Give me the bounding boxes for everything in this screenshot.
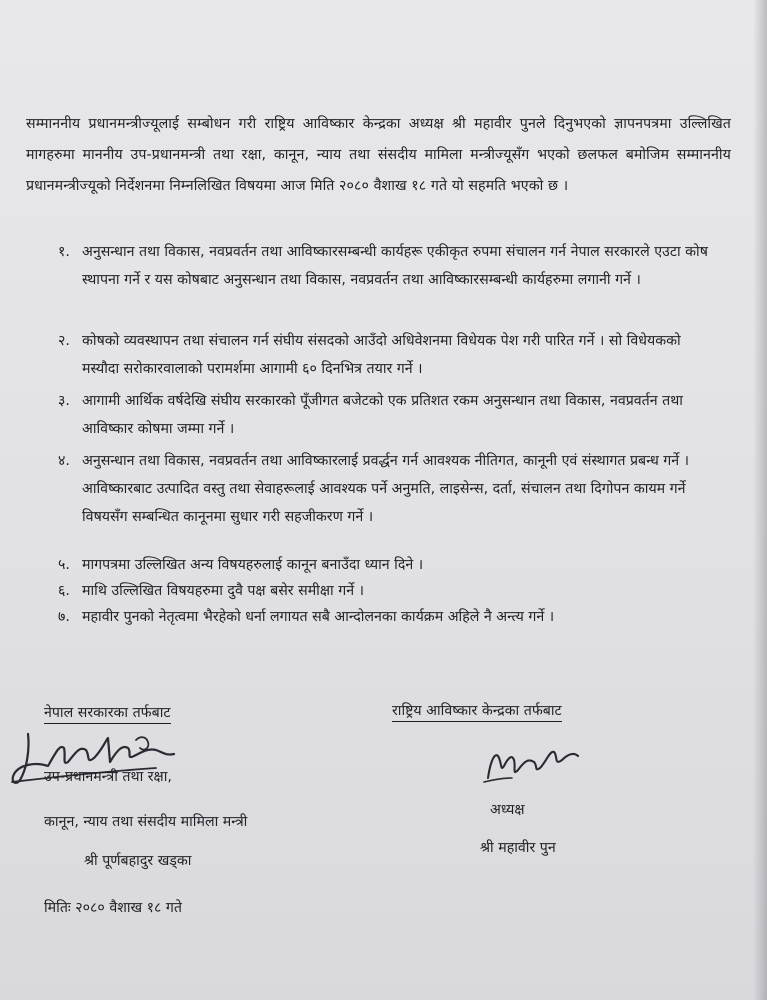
list-item-text: माथि उल्लिखित विषयहरुमा दुवै पक्ष बसेर समीक्षा गर्ने । (82, 583, 364, 599)
list-item-number: ५. (58, 557, 70, 573)
list-item-text: कोषको व्यवस्थापन तथा संचालन गर्न संघीय संसदको आउँदो अधिवेशनमा विधेयक पेश गरी पारित गर्ने । सो विधेयकको मस्यौदा सरोकारवालाको परामर्शमा आगामी ६० दिनभित्र तयार गर्ने । (82, 333, 681, 377)
list-item-number: ३. (58, 393, 70, 409)
left-title-line1: उप-प्रधानमन्त्री तथा रक्षा, (44, 769, 172, 785)
list-item-text: मागपत्रमा उल्लिखित अन्य विषयहरुलाई कानून बनाउँदा ध्यान दिने । (82, 557, 424, 573)
list-item-number: ४. (58, 453, 70, 469)
right-party-heading: राष्ट्रिय आविष्कार केन्द्रका तर्फबाट (392, 701, 562, 722)
left-title-line2: कानून, न्याय तथा संसदीय मामिला मन्त्री (44, 814, 248, 830)
list-item-number: ६. (58, 583, 70, 599)
right-signatory-name: श्री महावीर पुन (480, 840, 556, 856)
left-party-heading: नेपाल सरकारका तर्फबाट (44, 703, 171, 724)
right-signatory-title: अध्यक्ष (490, 802, 525, 818)
date-line: मितिः २०८० वैशाख १८ गते (44, 900, 182, 916)
list-item-text: अनुसन्धान तथा विकास, नवप्रवर्तन तथा आविष्कारसम्बन्धी कार्यहरू एकीकृत रुपमा संचालन गर्न नेपाल सरकारले एउटा कोष स्थापना गर्ने र यस कोषबाट अनुसन्धान तथा विकास, नवप्रवर्तन तथा आविष्कारसम्बन्धी कार्यहरुमा लगानी गर्ने । (82, 244, 708, 288)
list-item-number: ७. (58, 609, 70, 625)
list-item-text: महावीर पुनको नेतृत्वमा भैरहेको धर्ना लगायत सबै आन्दोलनका कार्यक्रम अहिले नै अन्त्य गर्ने । (82, 609, 555, 625)
intro-paragraph: सम्माननीय प्रधानमन्त्रीज्यूलाई सम्बोधन गरी राष्ट्रिय आविष्कार केन्द्रका अध्यक्ष श्री महावीर पुनले दिनुभएको ज्ञापनपत्रमा उल्लिखित मागहरुमा माननीय उप-प्रधानमन्त्री तथा रक्षा, कानून, न्याय तथा संसदीय मामिला मन्त्रीज्यूसँग भएको छलफल बमोजिम सम्माननीय प्रधानमन्त्रीज्यूको निर्देशनमा निम्नलिखित विषयमा आज मिति २०८० वैशाख १८ गते यो सहमति भएको छ । (26, 116, 731, 195)
list-item-text: अनुसन्धान तथा विकास, नवप्रवर्तन तथा आविष्कारलाई प्रवर्द्धन गर्न आवश्यक नीतिगत, कानूनी एवं संस्थागत प्रबन्ध गर्ने । आविष्कारबाट उत्पादित वस्तु तथा सेवाहरूलाई आवश्यक पर्ने अनुमति, लाइसेन्स, दर्ता, संचालन तथा दिगोपन कायम गर्ने विषयसँग सम्बन्धित कानूनमा सुधार गरी सहजीकरण गर्ने । (82, 453, 690, 525)
list-item-number: १. (58, 244, 70, 260)
list-item-number: २. (58, 333, 70, 349)
left-signatory-name: श्री पूर्णबहादुर खड्का (84, 853, 192, 869)
list-item-text: आगामी आर्थिक वर्षदेखि संघीय सरकारको पूँजीगत बजेटको एक प्रतिशत रकम अनुसन्धान तथा विकास, नवप्रवर्तन तथा आविष्कार कोषमा जम्मा गर्ने । (82, 393, 683, 437)
